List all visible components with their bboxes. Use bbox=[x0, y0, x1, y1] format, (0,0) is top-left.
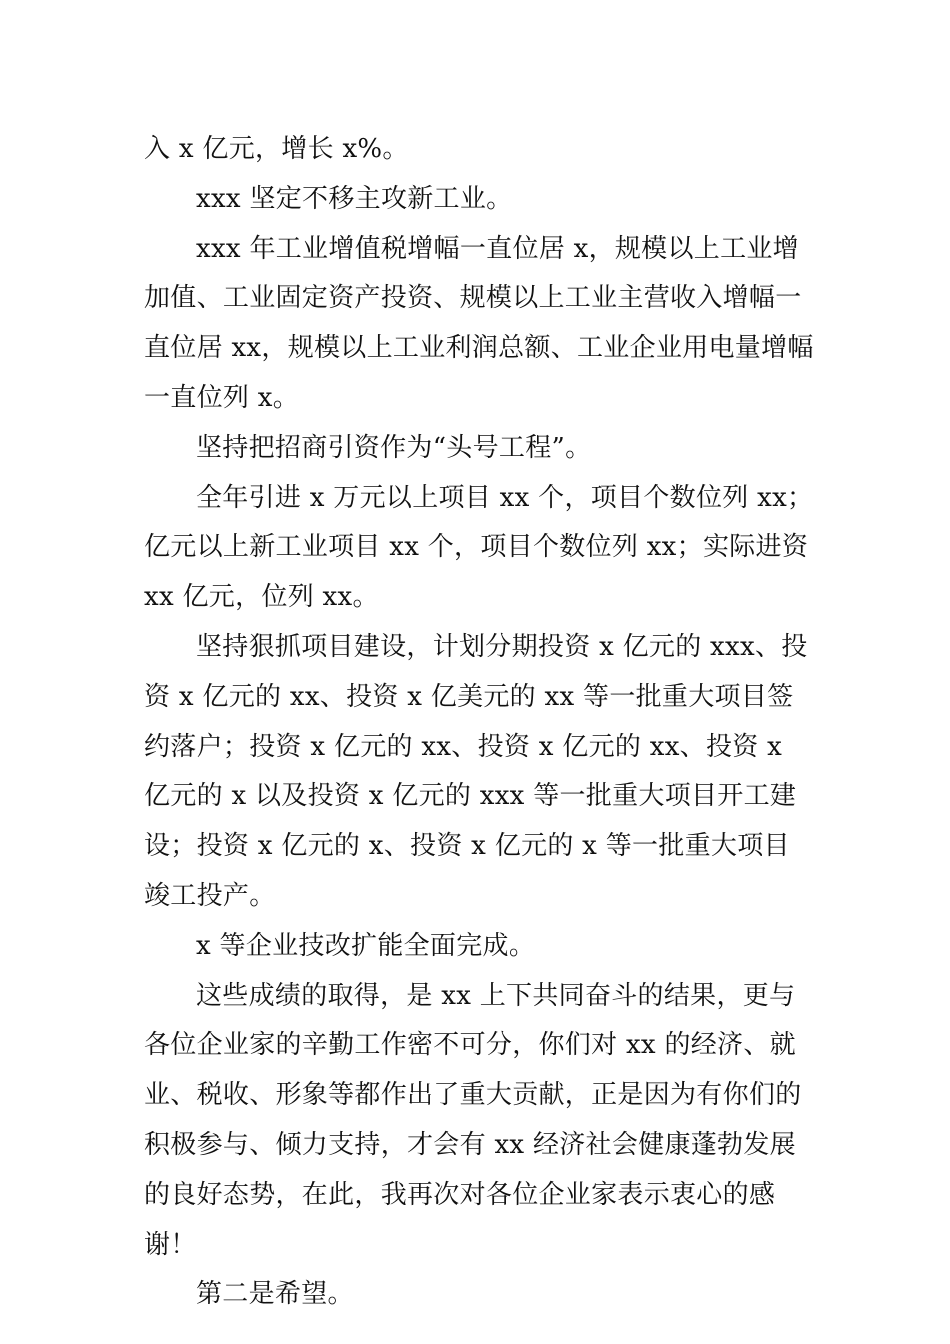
paragraph-project-construction: 坚持狠抓项目建设，计划分期投资 x 亿元的 xxx、投资 x 亿元的 xx、投资 x 亿美元的 xx 等一批重大项目签约落户；投资 x 亿元的 xx、投资 x 亿元的 xx、投资 x 亿元的 x 以及投资 x 亿元的 xxx 等一批重大项目开工建设；投资 x 亿元的 x、投资 x 亿元的 x 等一批重大项目竣工投产。 bbox=[144, 631, 808, 911]
paragraph-tech-upgrade: x 等企业技改扩能全面完成。 bbox=[196, 930, 536, 961]
paragraph-heading-investment: 坚持把招商引资作为“头号工程”。 bbox=[196, 432, 592, 463]
paragraph-investment-stats: 全年引进 x 万元以上项目 xx 个，项目个数位列 xx；亿元以上新工业项目 xx 个，项目个数位列 xx；实际进资 xx 亿元，位列 xx。 bbox=[144, 482, 814, 613]
document-body bbox=[144, 125, 816, 1320]
paragraph-continuation: 入 x 亿元，增长 x%。 bbox=[144, 134, 409, 164]
paragraph-acknowledgement: 这些成绩的取得，是 xx 上下共同奋斗的结果，更与各位企业家的辛勤工作密不可分，你们对 xx 的经济、就业、税收、形象等都作出了重大贡献，正是因为有你们的积极参与、倾力支持，才会有 xx 经济社会健康蓬勃发展的良好态势，在此，我再次对各位企业家表示衷心的感谢！ bbox=[144, 980, 802, 1260]
paragraph-heading-hope: 第二是希望。 bbox=[196, 1279, 354, 1310]
paragraph-industry-stats: xxx 年工业增值税增幅一直位居 x，规模以上工业增加值、工业固定资产投资、规模以上工业主营收入增幅一直位居 xx，规模以上工业利润总额、工业企业用电量增幅一直位列 x。 bbox=[144, 233, 814, 413]
paragraph-heading-industry: xxx 坚定不移主攻新工业。 bbox=[196, 183, 513, 214]
